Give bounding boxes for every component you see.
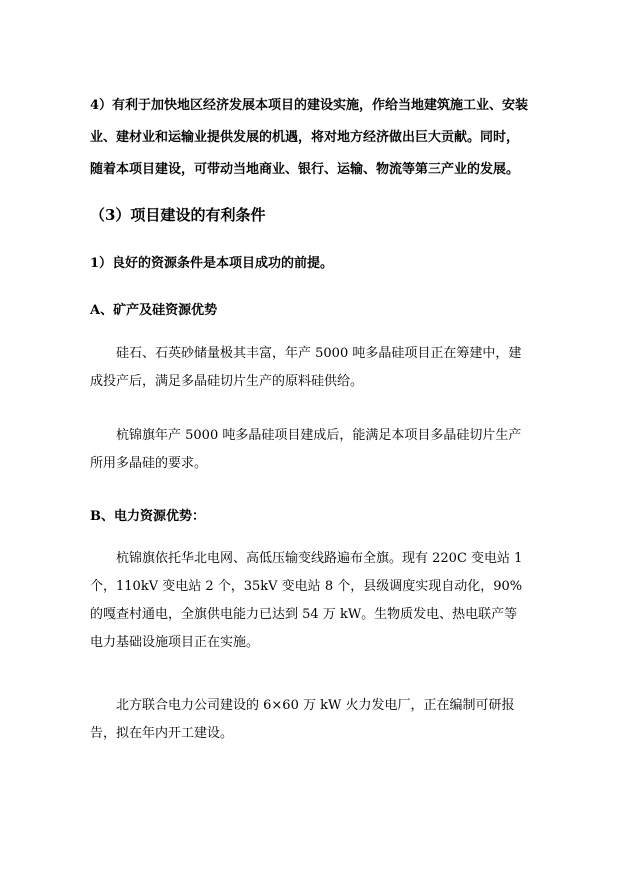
list-item-1: 1）良好的资源条件是本项目成功的前提。 — [90, 256, 334, 271]
paragraph-item-4: 4）有利于加快地区经济发展本项目的建设实施，作给当地建筑施工业、安装业、建材业和运输业提供发展的机遇，将对地方经济做出巨大贡献。同时，随着本项目建设，可带动当地商业、银行、运输、物流等第三产业的发展。 — [90, 98, 529, 177]
section-heading-3: （3）项目建设的有利条件 — [90, 206, 266, 224]
paragraph-b1: 杭锦旗依托华北电网、高低压输变线路遍布全旗。现有 220C 变电站 1 个，110kV 变电站 2 个，35kV 变电站 8 个，县级调度实现自动化，90%的嘎查村通电，全旗供电能力已达到 54 万 kW。生物质发电、热电联产等电力基础设施项目正在实施。 — [90, 551, 523, 650]
paragraph-a2: 杭锦旗年产 5000 吨多晶硅项目建成后，能满足本项目多晶硅切片生产所用多晶硅的要求。 — [90, 428, 522, 471]
paragraph-b2: 北方联合电力公司建设的 6×60 万 kW 火力发电厂，正在编制可研报告，拟在年内开工建设。 — [90, 698, 515, 741]
subsection-heading-b: B、电力资源优势： — [90, 509, 205, 524]
paragraph-a1: 硅石、石英砂储量极其丰富，年产 5000 吨多晶硅项目正在筹建中，建成投产后，满足多晶硅切片生产的原料硅供给。 — [90, 346, 522, 389]
subsection-heading-a: A、矿产及硅资源优势 — [90, 303, 218, 318]
